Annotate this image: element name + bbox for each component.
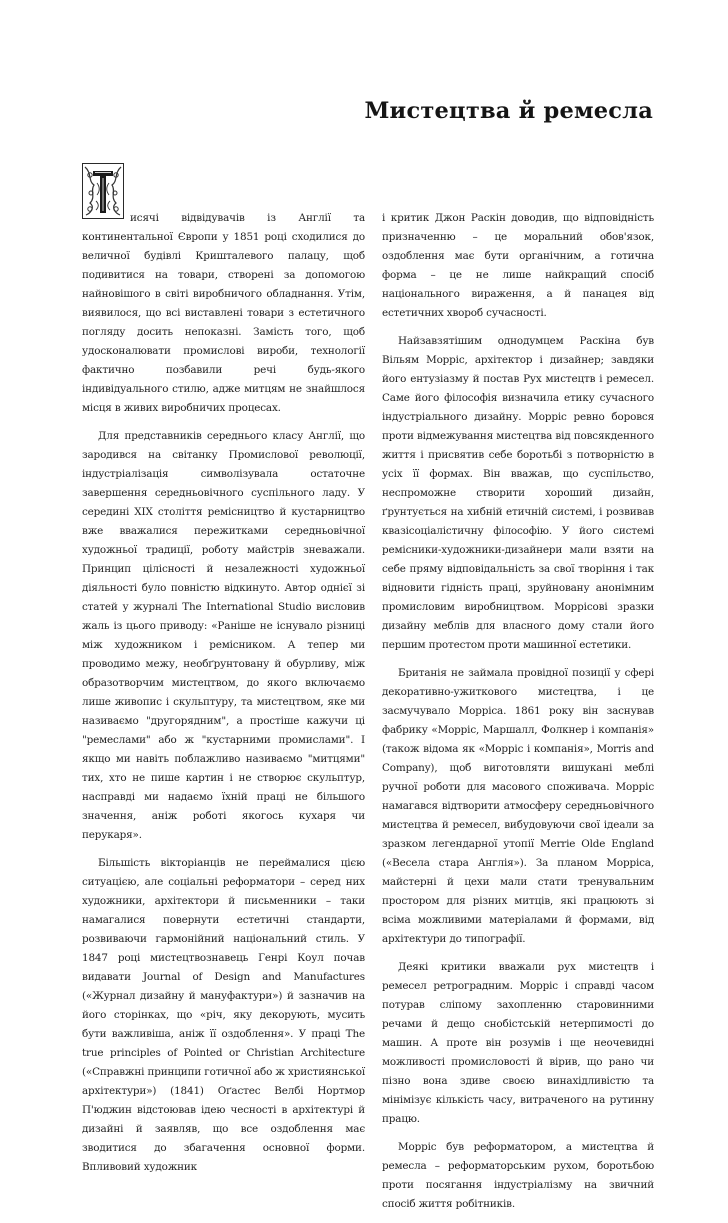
paragraph: Морріс був реформатором, а мистецтва й ремесла – реформаторським рухом, боротьбою проти посягання індустріалізму на звичний спосіб життя робітників. xyxy=(382,1141,654,1210)
left-column xyxy=(82,209,365,1186)
page-title: Мистецтва й ремесла xyxy=(364,98,653,124)
right-column xyxy=(382,209,654,1223)
paragraph: і критик Джон Раскін доводив, що відповідність призначенню – це моральний обов'язок, оздоблення має бути органічним, а готична форма – це не лише найкращий спосіб національного вираження, а й панацея від естетичних хвороб сучасності. xyxy=(382,212,654,319)
ornamental-dropcap xyxy=(82,163,124,219)
paragraph-text: исячі відвідувачів із Англії та континентальної Європи у 1851 році сходилися до величної будівлі Кришталевого палацу, щоб подивитися на товари, створені за допомогою найновішого в світі виробничого обладнання. Утім, виявилося, що всі виставлені товари з естетичного погляду досить непоказні. Замість того, щоб удосконалювати промислові вироби, технології фактично позбавили речі будь-якого індивідуального стилю, адже митцям не знайшлося місця в живих виробничих процесах. xyxy=(82,212,365,414)
paragraph: Британія не займала провідної позиції у сфері декоративно-ужиткового мистецтва, і це засмучувало Морріса. 1861 року він заснував фабрику «Морріс, Маршалл, Фолкнер і компанія» (також відома як «Морріс і компанія», Morris and Company), щоб виготовляти вишукані меблі ручної роботи для масового споживача. Морріс намагався відтворити атмосферу середньовічного мистецтва й ремесел, вибудовуючи свої ідеали за зразком легендарної утопії Merrie Olde England («Весела стара Англія»). За планом Морріса, майстерні й цехи мали стати тренувальним простором для різних митців, які працюють зі всіма можливими матеріалами й формами, від архітектури до типографії. xyxy=(382,667,654,945)
paragraph: Для представників середнього класу Англії, що зародився на світанку Промислової революції, індустріалізація символізувала остаточне завершення середньовічного суспільного ладу. У середині XIX століття ремісництво й кустарництво вже вважалися пережитками середньовічної художньої традиції, роботу майстрів зневажали. Принцип цілісності й незалежності художньої діяльності було повністю відкинуто. Автор однієї зі статей у журналі The International Studio висловив жаль із цього приводу: «Раніше не існувало різниці між художником і ремісником. А тепер ми проводимо межу, необґрунтовану й обурливу, між образотворчим мистецтвом, до якого включаємо лише живопис і скульптуру, та мистецтвом, яке ми називаємо "другорядним", а простіше кажучи ці "ремеслами" або ж "кустарними промислами". І якщо ми навіть поблажливо називаємо "митцями" тих, хто не пише картин і не створює скульптур, насправді ми надаємо їхній праці не більшого значення, аніж роботі якогось кухаря чи перукаря». xyxy=(82,430,365,841)
paragraph: Деякі критики вважали рух мистецтв і ремесел ретроградним. Морріс і справді часом потурав сліпому захопленню старовинними речами й дещо снобістській нетерпимості до машин. А проте він розумів і ще неочевидні можливості промисловості й вірив, що рано чи пізно вона здиве своєю винахідливістю та мінімізує кількість часу, витраченого на рутинну працю. xyxy=(382,961,654,1125)
paragraph: Найзавзятішим однодумцем Раскіна був Вільям Морріс, архітектор і дизайнер; завдяки його ентузіазму й постав Рух мистецтв і ремесел. Саме його філософія визначила етику сучасного індустріального дизайну. Морріс ревно боровся проти відмежування мистецтва від повсякденного життя і присвятив себе боротьбі з потворністю в усіх її формах. Він вважав, що суспільство, неспроможне створити хороший дизайн, ґрунтується на хибній етичній системі, і розвивав квазісоціалістичну філософію. У його системі ремісники-художники-дизайнери мали взяти на себе пряму відповідальність за свої творіння і так відновити гідність праці, зруйновану анонімним промисловим виробництвом. Моррісові зразки дизайну меблів для власного дому стали його першим протестом проти машинної естетики. xyxy=(382,335,654,651)
paragraph: Більшість вікторіанців не переймалися цією ситуацією, але соціальні реформатори – серед них художники, архітектори й письменники – таки намагалися повернути естетичні стандарти, розвиваючи гармонійний національний стиль. У 1847 році мистецтвознавець Генрі Коул почав видавати Journal of Design and Manufactures («Журнал дизайну й мануфактури») й зазначив на його сторінках, що «річ, яку декорують, мусить бути важливіша, аніж її оздоблення». У праці The true principles of Pointed or Christian Architecture («Справжні принципи готичної або ж християнської архітектури») (1841) Оґастес Велбі Нортмор П'юджин відстоював ідею чесності в архітектурі й дизайні й заявляв, що все оздоблення має зводитися до збагачення основної форми. Впливовий художник xyxy=(82,857,365,1173)
paragraph xyxy=(82,209,365,418)
